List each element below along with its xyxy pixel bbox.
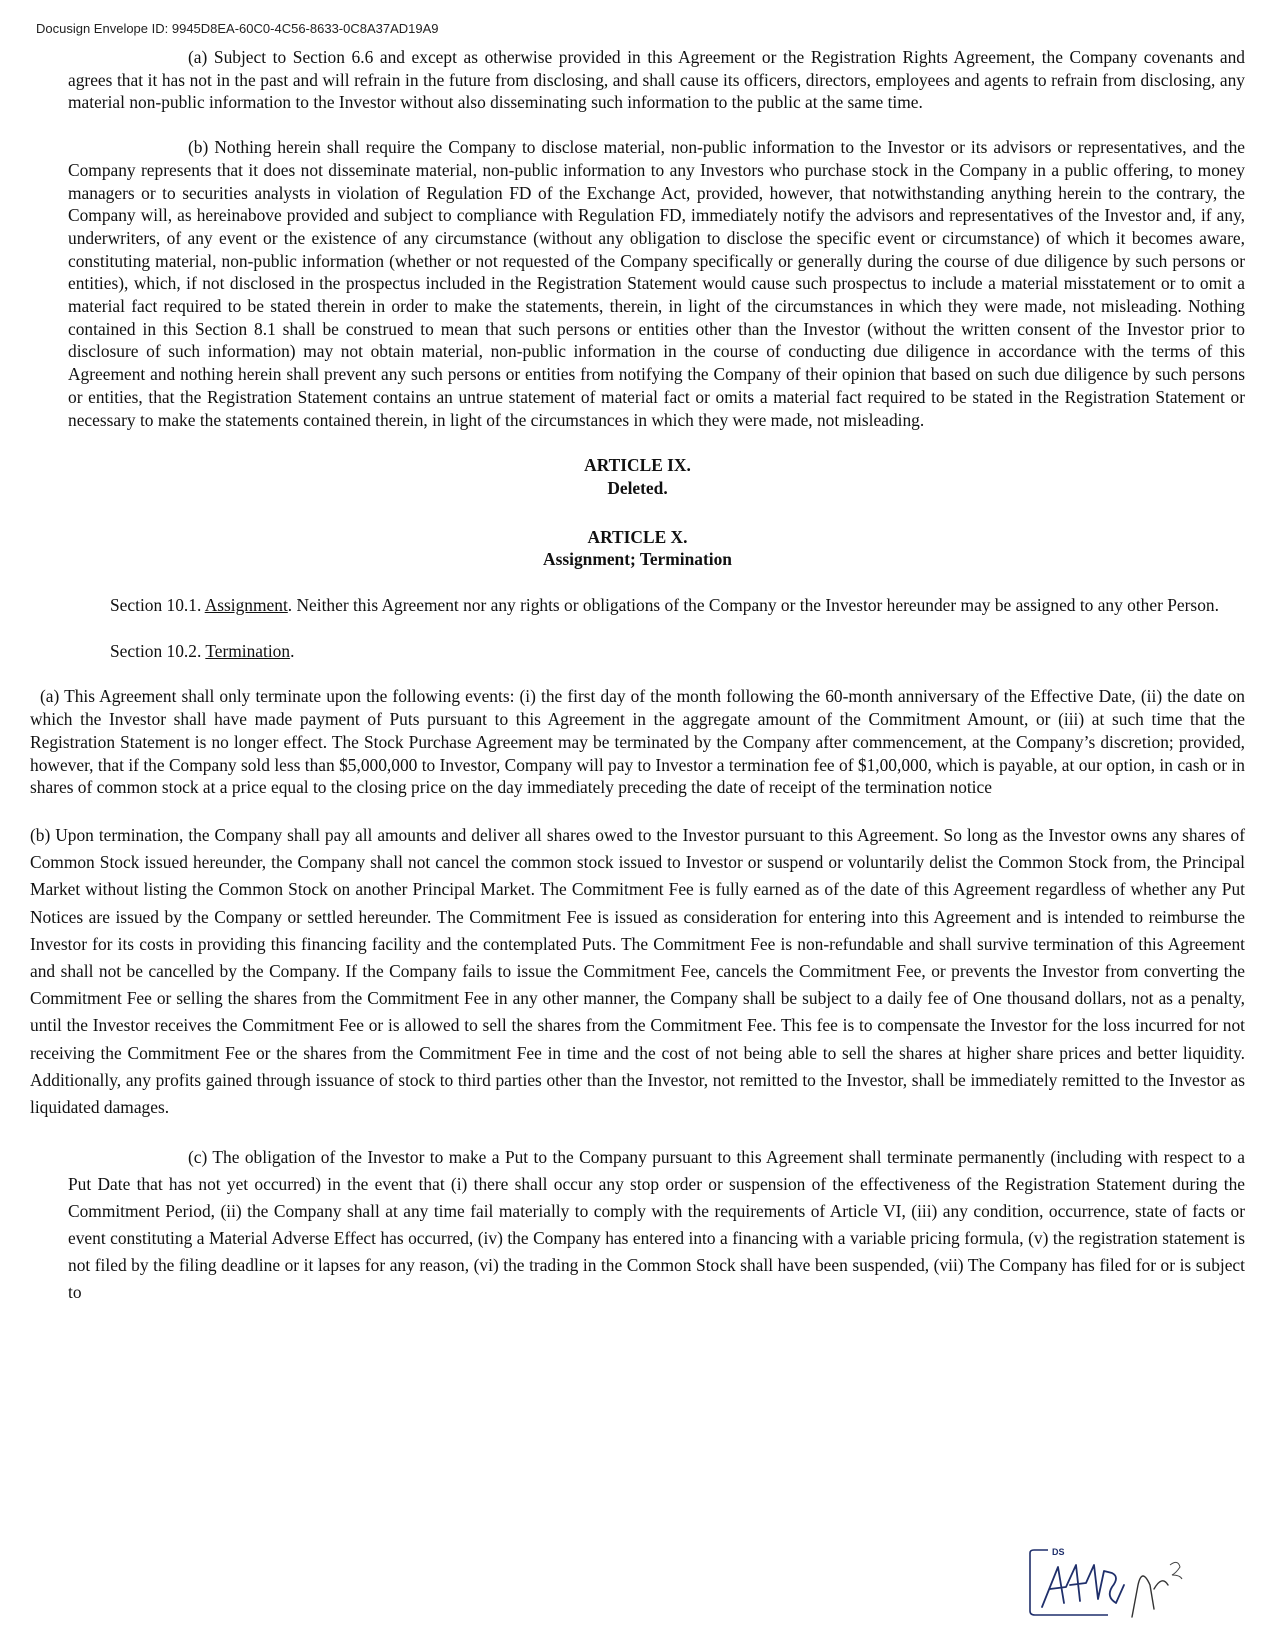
article-9-title: Deleted. <box>607 477 668 498</box>
signature-initials <box>1020 1545 1200 1627</box>
section-10-1-prefix: Section 10.1. <box>110 595 205 616</box>
section-8-1-paragraph-b: (b) Nothing herein shall require the Company to disclose material, non-public information to the Investor or its advisors or representatives, and the Company represents that it does not disseminate material, non-public information to any Investors who purchase stock in the Company in a public offering, to money managers or to securities analysts in violation of Regulation FD of the Exchange Act, provided, however, that notwithstanding anything herein to the contrary, the Company will, as hereinabove provided and subject to compliance with Regulation FD, immediately notify the advisors and representatives of the Investor and, if any, underwriters, of any event or the existence of any circumstance (without any obligation to disclose the specific event or circumstance) of which it becomes aware, constituting material, non-public information (whether or not requested of the Company specifically or generally during the course of due diligence by such persons or entities), which, if not disclosed in the prospectus included in the Registration Statement would cause such prospectus to include a material misstatement or to omit a material fact required to be stated therein in order to make the statements, therein, in light of the circumstances in which they were made, not misleading. Nothing contained in this Section 8.1 shall be construed to mean that such persons or entities other than the Investor (without the written consent of the Investor prior to disclosure of such information) may not obtain material, non-public information in the course of conducting due diligence in accordance with the terms of this Agreement and nothing herein shall prevent any such persons or entities from notifying the Company of their opinion that based on such due diligence by such persons or entities, that the Registration Statement contains an untrue statement of material fact or omits a material fact required to be stated in the Registration Statement or necessary to make the statements contained therein, in light of the circumstances in which they were made, not misleading. <box>68 137 1245 430</box>
section-10-2-prefix: Section 10.2. <box>110 640 206 661</box>
section-10-2-paragraph-c: (c) The obligation of the Investor to make a Put to the Company pursuant to this Agreement shall terminate permanently (including with respect to a Put Date that has not yet occurred) in the event that (i) there shall occur any stop order or suspension of the effectiveness of the Registration Statement during the Commitment Period, (ii) the Company shall at any time fail materially to comply with the requirements of Article VI, (iii) any condition, occurrence, state of facts or event constituting a Material Adverse Effect has occurred, (iv) the Company has entered into a financing with a variable pricing formula, (v) the registration statement is not filed by the filing deadline or it lapses for any reason, (vi) the trading in the Common Stock shall have been suspended, (vii) The Company has filed for or is subject to <box>68 1147 1245 1303</box>
signature-stroke-secondary <box>1132 1576 1168 1617</box>
section-10-1-heading: Assignment <box>204 595 288 616</box>
signature-stroke-tail <box>1170 1562 1182 1579</box>
signature-stroke-main <box>1042 1565 1124 1607</box>
section-10-2-suffix: . <box>290 640 295 661</box>
article-10-title: Assignment; Termination <box>543 549 732 570</box>
section-10-2-paragraph-b: (b) Upon termination, the Company shall pay all amounts and deliver all shares owed to the Investor pursuant to this Agreement. So long as the Investor owns any shares of Common Stock issued hereunder, the Company shall not cancel the common stock issued to Investor or suspend or voluntarily delist the Common Stock from, the Principal Market without listing the Common Stock on another Principal Market. The Commitment Fee is fully earned as of the date of this Agreement regardless of whether any Put Notices are issued by the Company or settled hereunder. The Commitment Fee is issued as consideration for entering into this Agreement and is intended to reimburse the Investor for its costs in providing this financing facility and the contemplated Puts. The Commitment Fee is non-refundable and shall survive termination of this Agreement and shall not be cancelled by the Company. If the Company fails to issue the Commitment Fee, cancels the Commitment Fee, or prevents the Investor from converting the Commitment Fee or selling the shares from the Commitment Fee in any other manner, the Company shall be subject to a daily fee of One thousand dollars, not as a penalty, until the Investor receives the Commitment Fee or is allowed to sell the shares from the Commitment Fee. This fee is to compensate the Investor for the loss incurred for not receiving the Commitment Fee or the shares from the Commitment Fee in time and the cost of not being able to sell the shares at higher share prices and better liquidity. Additionally, any profits gained through issuance of stock to third parties other than the Investor, not remitted to the Investor, shall be immediately remitted to the Investor as liquidated damages. <box>30 824 1245 1118</box>
envelope-id: Docusign Envelope ID: 9945D8EA-60C0-4C56-8633-0C8A37AD19A9 <box>36 21 439 36</box>
section-10-1 <box>30 594 1245 617</box>
article-10-number: ARTICLE X. <box>587 526 688 547</box>
signature-bracket-top <box>1030 1550 1048 1563</box>
signature-tag: DS <box>1052 1547 1065 1557</box>
document-page <box>30 46 1245 1306</box>
section-8-1-paragraph-a: (a) Subject to Section 6.6 and except as otherwise provided in this Agreement or the Registration Rights Agreement, the Company covenants and agrees that it has not in the past and will refrain in the future from disclosing, and shall cause its officers, directors, employees and agents to refrain from disclosing, any material non-public information to the Investor without also disseminating such information to the public at the same time. <box>68 47 1245 113</box>
section-10-2-heading: Termination <box>205 640 291 661</box>
section-10-2-heading-line <box>30 640 1245 663</box>
section-10-1-text: . Neither this Agreement nor any rights or obligations of the Company or the Investor hereunder may be assigned to any other Person. <box>287 595 1219 616</box>
section-10-2-paragraph-a: (a) This Agreement shall only terminate upon the following events: (i) the first day of the month following the 60-month anniversary of the Effective Date, (ii) the date on which the Investor shall have made payment of Puts pursuant to this Agreement in the aggregate amount of the Commitment Amount, or (iii) at such time that the Registration Statement is no longer effect. The Stock Purchase Agreement may be terminated by the Company after commencement, at the Company’s discretion; provided, however, that if the Company sold less than $5,000,000 to Investor, Company will pay to Investor a termination fee of $1,00,000, which is payable, at our option, in cash or in shares of common stock at a price equal to the closing price on the day immediately preceding the date of receipt of the termination notice <box>30 686 1245 798</box>
article-9-number: ARTICLE IX. <box>584 455 691 476</box>
